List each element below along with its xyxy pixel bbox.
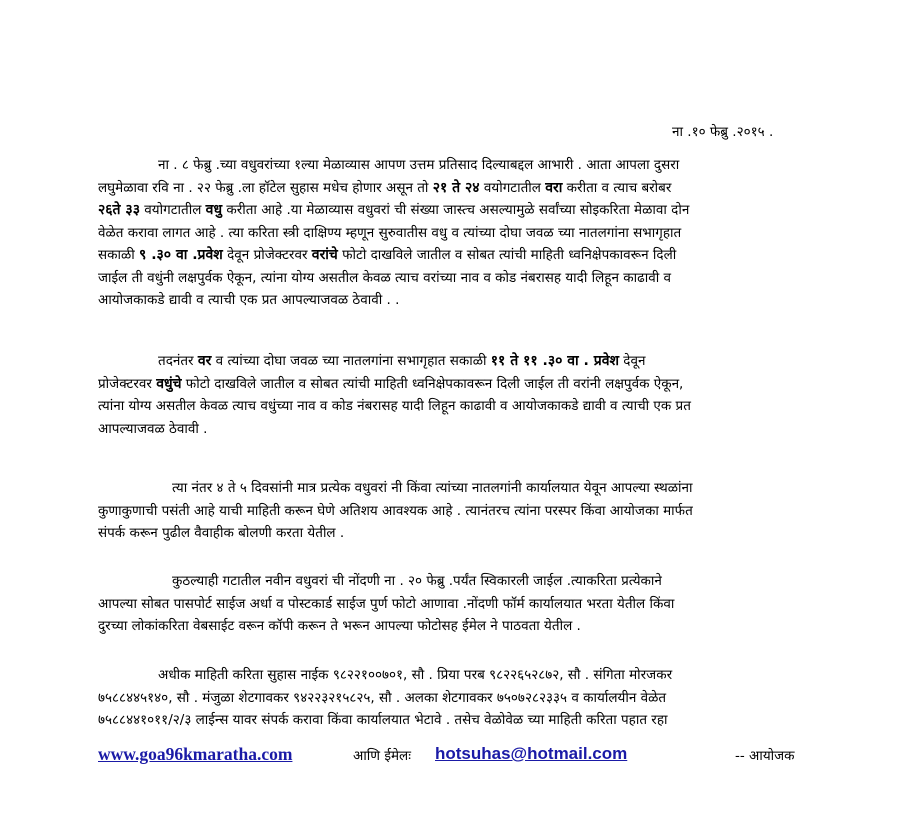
paragraph-second-session — [98, 350, 812, 440]
text-line: कुणाकुणाची पसंती आहे याची माहिती करून घेणे अतिशय आवश्यक आहे . त्यानंतरच त्यांना परस्पर किंवा आयोजका मार्फत — [98, 502, 693, 519]
text-line: सकाळी ९ .३० वा .प्रवेश देवून प्रोजेक्टरवर वरांचे फोटो दाखविले जातील व सोबत त्यांची माहिती ध्वनिक्षेपकावरून दिली — [98, 247, 677, 263]
text-line: आयोजकाकडे द्यावी व त्याची एक प्रत आपल्याजवळ ठेवावी . . — [98, 292, 400, 308]
text-line: आपल्या सोबत पासपोर्ट साईज अर्धा व पोस्टकार्ड साईज पुर्ण फोटो आणावा .नोंदणी फॉर्म कार्यालयात भरता येतील किंवा — [98, 595, 675, 612]
text-line: वेळेत करावा लागत आहे . त्या करिता स्त्री दाक्षिण्य म्हणून सुरुवातीस वधु व त्यांच्या दोघा जवळ च्या नातलगांना सभागृहात — [98, 224, 682, 241]
paragraph-first-session — [98, 154, 812, 312]
text-line: लघुमेळावा रवि ना . २२ फेब्रु .ला हॉटेल सुहास मधेच होणार असून तो २१ ते २४ वयोगटातील वरा करीता व त्याच बरोबर — [98, 179, 672, 196]
text-line: ७५८८४४५१४०, सौ . मंजुळा शेटगावकर ९४२२३२१५८२५, सौ . अलका शेटगावकर ७५०७२८२३३५ व कार्यालयीन वेळेत — [98, 689, 667, 706]
age-group-brides: २६ते ३३ — [98, 202, 140, 218]
age-group-grooms: २१ ते २४ — [432, 179, 480, 196]
text-line: अधीक माहिती करिता सुहास नाईक ९८२२१००७०१, सौ . प्रिया परब ९८२२६५२८७२, सौ . संगिता मोरजकर — [158, 667, 673, 683]
text-line: संपर्क करून पुढील वैवाहीक बोलणी करता येतील . — [98, 525, 345, 541]
highlight-brides: वधु — [205, 202, 223, 218]
email-label: आणि ईमेलः — [353, 748, 411, 764]
text-line: आपल्याजवळ ठेवावी . — [98, 420, 208, 437]
text-line: त्यांना योग्य असतील केवळ त्याच वधुंच्या नाव व कोड नंबरासह यादी लिहून काढावी व आयोजकाकडे द्यावी व त्याची एक प्रत — [98, 398, 691, 414]
website-link[interactable]: www.goa96kmaratha.com — [98, 744, 293, 764]
text-line: त्या नंतर ४ ते ५ दिवसांनी मात्र प्रत्येक वधुवरां नी किंवा त्यांच्या नातलगांनी कार्यालयात येवून आपल्या स्थळांना — [172, 480, 693, 496]
highlight-grooms-photos: वरांचे — [311, 247, 338, 263]
entry-time-late-morning: ११ ते ११ .३० वा . प्रवेश — [490, 353, 620, 369]
paragraph-registration — [98, 570, 812, 638]
highlight-grooms: वर — [197, 353, 212, 369]
highlight-grooms: वरा — [545, 179, 563, 196]
text-line: तदनंतर वर व त्यांच्या दोघा जवळ च्या नातलगांना सभागृहात सकाळी ११ ते ११ .३० वा . प्रवेश देवून — [158, 353, 646, 369]
text-line: दुरच्या लोकांकरिता वेबसाईट वरून कॉपी करून ते भरून आपल्या फोटोसह ईमेल ने पाठवता येतील . — [98, 618, 581, 634]
text-line: २६ते ३३ वयोगटातील वधु करीता आहे .या मेळाव्यास वधुवरां ची संख्या जास्त्च असल्यामुळे सर्वांच्या सोइकरिता मेळावा दोन — [98, 202, 690, 218]
text-line: प्रोजेक्टरवर वधुंचे फोटो दाखविले जातील व सोबत त्यांची माहिती ध्वनिक्षेपकावरून दिली जाईल ती वरांनी लक्षपुर्वक ऐकून, — [98, 375, 684, 392]
entry-time-morning: ९ .३० वा .प्रवेश — [139, 247, 223, 263]
text-line: कुठल्याही गटातील नवीन वधुवरां ची नोंदणी ना . २० फेब्रु .पर्यंत स्विकारली जाईल .त्याकरिता प्रत्येकाने — [172, 573, 662, 589]
text-line: जाईल ती वधुंनी लक्षपुर्वक ऐकून, त्यांना योग्य असतील केवळ त्याच वरांच्या नाव व कोड नंबरासह यादी लिहून काढावी व — [98, 269, 672, 286]
text-line: ना . ८ फेब्रु .च्या वधुवरांच्या १ल्या मेळाव्यास आपण उत्तम प्रतिसाद दिल्याबद्दल आभारी . आता आपला दुसरा — [158, 157, 680, 173]
document-date: ना .१० फेब्रु .२०१५ . — [672, 124, 774, 140]
email-link[interactable]: hotsuhas@hotmail.com — [435, 744, 628, 763]
text-line: ७५८८४४१०११/२/३ लाईन्स यावर संपर्क करावा किंवा कार्यालयात भेटावे . तसेच वेळोवेळ च्या माहिती करिता पहात रहा — [98, 712, 668, 728]
highlight-brides-photos: वधुंचे — [156, 375, 182, 392]
organizer-signature: -- आयोजक — [735, 748, 795, 764]
paragraph-contacts — [98, 664, 812, 732]
footer — [98, 744, 812, 770]
paragraph-follow-up — [98, 477, 812, 545]
